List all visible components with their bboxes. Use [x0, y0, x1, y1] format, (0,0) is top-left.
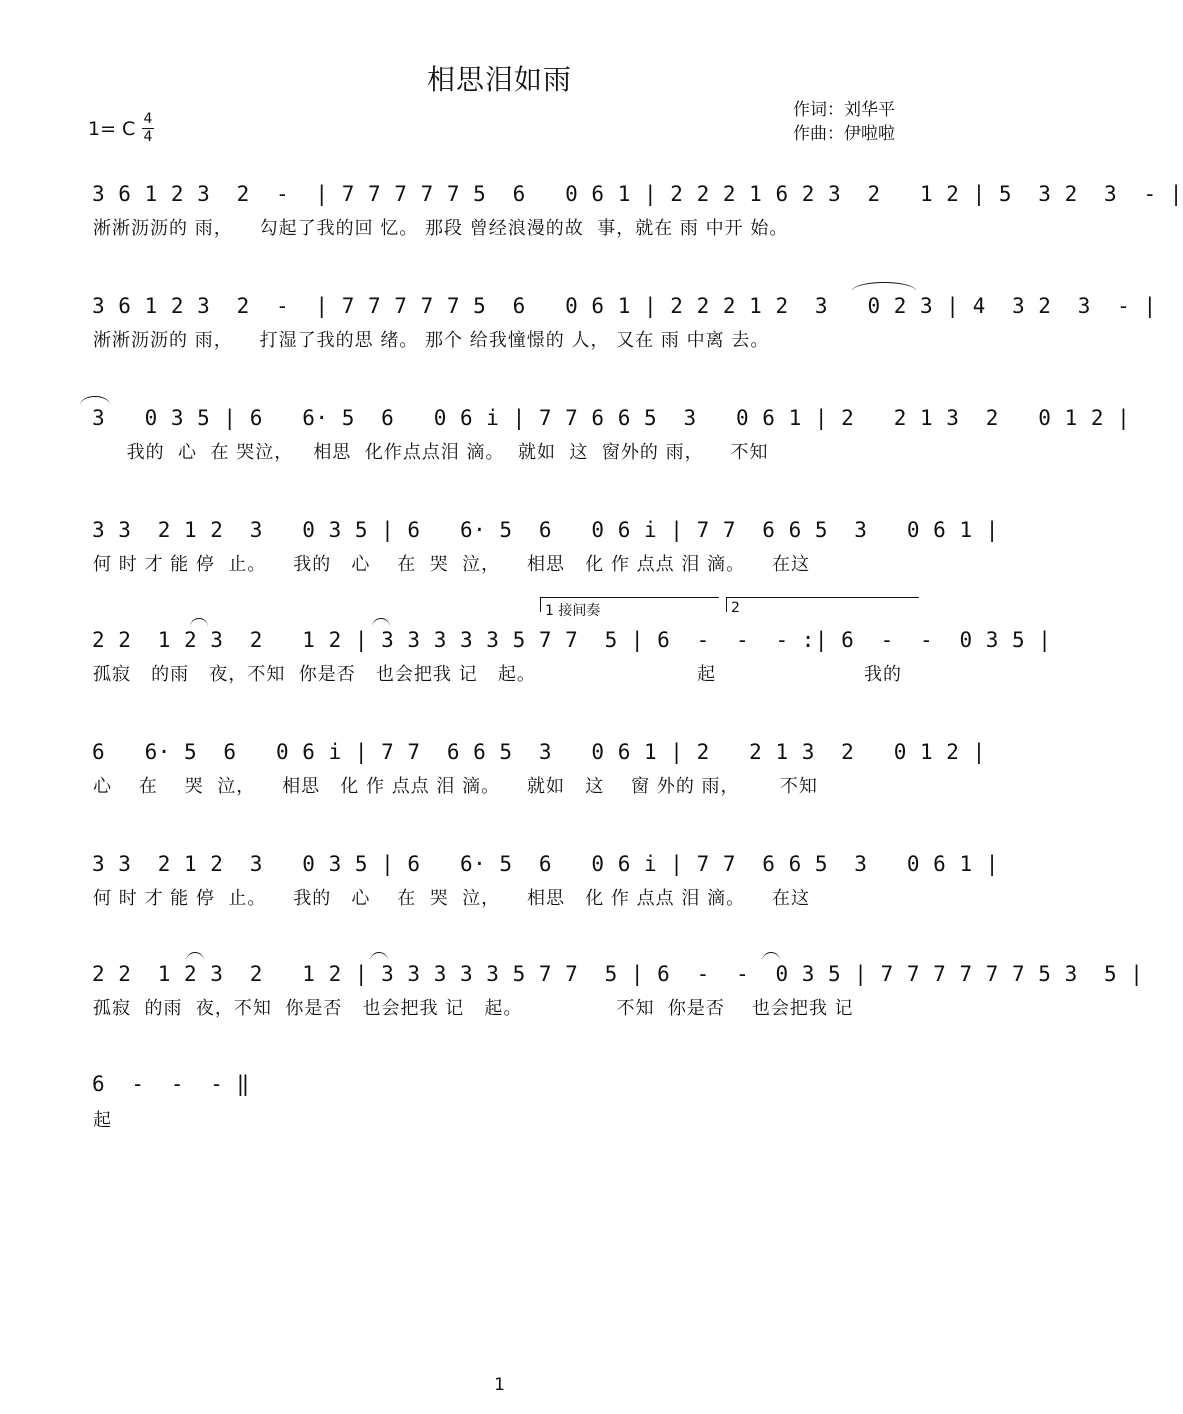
- notation-line-6: 6 6· 5 6 0 6 i | 7 7 6 6 5 3 0 6 1 | 2 2 1 3 2 0 1 2 |: [92, 740, 986, 764]
- lyrics-line-8: 孤寂 的雨 夜，不知 你是否 也会把我 记 起。 不知 你是否 也会把我 记: [93, 998, 854, 1019]
- notation-line-2: 3 6 1 2 3 2 - | 7 7 7 7 7 5 6 0 6 1 | 2 2 2 1 2 3 0 2 3 | 4 3 2 3 - |: [92, 294, 1157, 318]
- credits: [793, 98, 895, 146]
- lyrics-line-9: 起: [93, 1110, 112, 1131]
- tie-arc: [370, 952, 388, 961]
- notation-line-9: 6 - - - ‖: [92, 1072, 250, 1096]
- tie-arc: [852, 282, 916, 291]
- lyrics-line-3: 我的 心 在 哭泣， 相思 化作点点泪 滴。 就如 这 窗外的 雨， 不知: [93, 442, 769, 463]
- notation-line-5: 2 2 1 2 3 2 1 2 | 3 3 3 3 3 5 7 7 5 | 6 - - - :| 6 - - 0 3 5 |: [92, 628, 1052, 652]
- notation-line-7: 3 3 2 1 2 3 0 3 5 | 6 6· 5 6 0 6 i | 7 7 6 6 5 3 0 6 1 |: [92, 852, 999, 876]
- notation-line-1: 3 6 1 2 3 2 - | 7 7 7 7 7 5 6 0 6 1 | 2 2 2 1 6 2 3 2 1 2 | 5 3 2 3 - |: [92, 182, 1183, 206]
- meter-top: 4: [143, 111, 153, 127]
- tie-arc: [186, 952, 204, 961]
- meter-bottom: 4: [143, 129, 153, 145]
- lyrics-line-2: 淅淅沥沥的 雨， 打湿了我的思 绪。 那个 给我憧憬的 人， 又在 雨 中离 去。: [93, 330, 770, 351]
- notation-line-3: 3 0 3 5 | 6 6· 5 6 0 6 i | 7 7 6 6 5 3 0 6 1 | 2 2 1 3 2 0 1 2 |: [92, 406, 1131, 430]
- tie-arc: [80, 396, 110, 405]
- page-number: 1: [494, 1375, 505, 1395]
- song-title: 相思泪如雨: [426, 63, 572, 96]
- lyrics-line-1: 淅淅沥沥的 雨， 勾起了我的回 忆。 那段 曾经浪漫的故 事，就在 雨 中开 始。: [93, 218, 789, 239]
- lyricist: 作词：刘华平: [793, 100, 895, 120]
- volta-1: 1 接间奏: [540, 597, 719, 612]
- lyrics-line-5: 孤寂 的雨 夜，不知 你是否 也会把我 记 起。 起 我的: [93, 664, 903, 685]
- notation-line-4: 3 3 2 1 2 3 0 3 5 | 6 6· 5 6 0 6 i | 7 7 6 6 5 3 0 6 1 |: [92, 518, 999, 542]
- volta-2: 2: [726, 597, 919, 612]
- lyrics-line-4: 何 时 才 能 停 止。 我的 心 在 哭 泣， 相思 化 作 点点 泪 滴。 在这: [93, 554, 810, 575]
- tie-arc: [190, 618, 208, 627]
- key-signature: 1= C: [88, 118, 136, 140]
- notation-line-8: 2 2 1 2 3 2 1 2 | 3 3 3 3 3 5 7 7 5 | 6 - - 0 3 5 | 7 7 7 7 7 7 5 3 5 |: [92, 962, 1144, 986]
- lyrics-line-7: 何 时 才 能 停 止。 我的 心 在 哭 泣， 相思 化 作 点点 泪 滴。 在这: [93, 888, 810, 909]
- time-signature: [142, 112, 154, 145]
- tie-arc: [762, 952, 780, 961]
- lyrics-line-6: 心 在 哭 泣， 相思 化 作 点点 泪 滴。 就如 这 窗 外的 雨， 不知: [93, 776, 818, 797]
- tie-arc: [372, 618, 390, 627]
- composer: 作曲：伊啦啦: [793, 124, 895, 144]
